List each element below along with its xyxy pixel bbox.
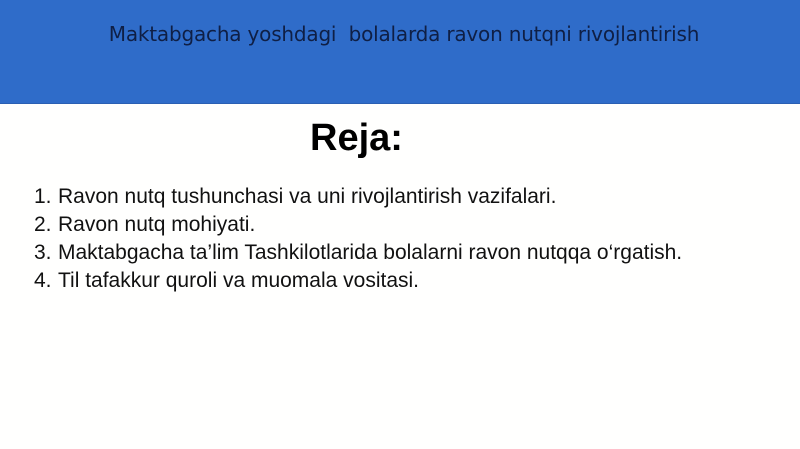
plan-item	[34, 211, 682, 239]
plan-list	[34, 183, 682, 295]
plan-item-number: 3.	[34, 241, 52, 264]
slide-title: Maktabgacha yoshdagi bolalarda ravon nutqni rivojlantirish	[108, 22, 700, 46]
plan-item-text: Ravon nutq tushunchasi va uni rivojlantirish vazifalari.	[58, 185, 557, 208]
plan-item	[34, 183, 682, 211]
plan-item-number: 4.	[34, 269, 52, 292]
header-band	[0, 0, 800, 104]
plan-item	[34, 267, 682, 295]
plan-item	[34, 239, 682, 267]
plan-item-number: 1.	[34, 185, 52, 208]
plan-heading: Reja:	[310, 117, 403, 159]
plan-item-text: Maktabgacha ta’lim Tashkilotlarida bolalarni ravon nutqqa o‘rgatish.	[58, 241, 683, 264]
plan-item-number: 2.	[34, 213, 52, 236]
plan-item-text: Ravon nutq mohiyati.	[58, 213, 256, 236]
plan-item-text: Til tafakkur quroli va muomala vositasi.	[58, 269, 420, 292]
